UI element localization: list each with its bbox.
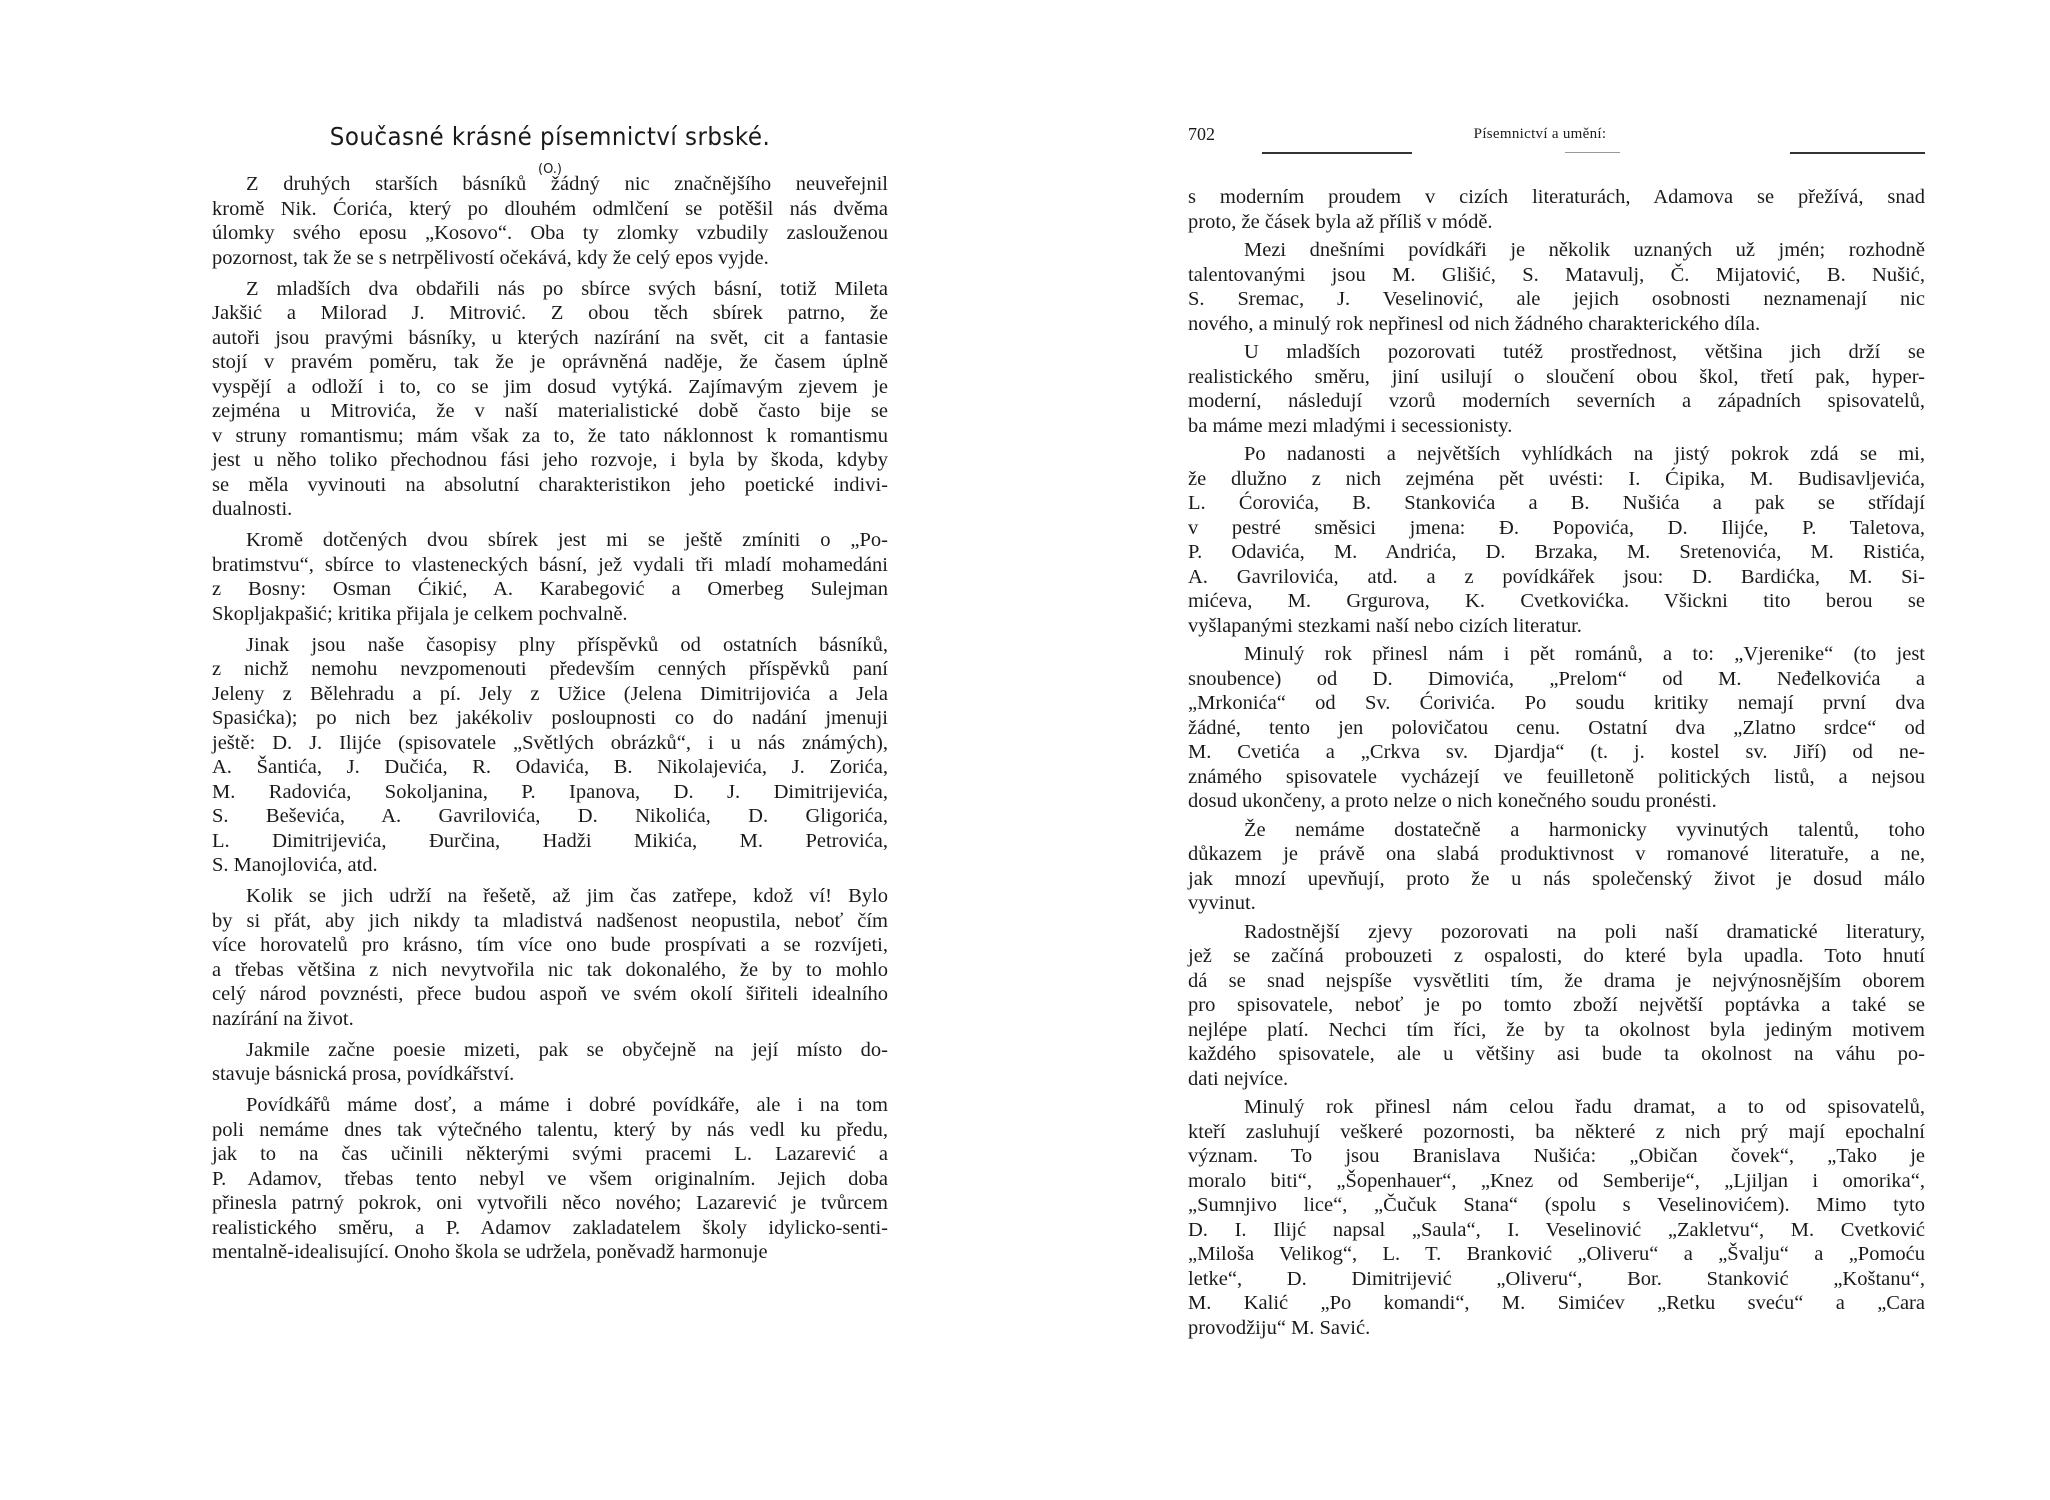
text-line: Skopljakpašić; kritika přijala je celkem pochvalně. xyxy=(212,602,628,625)
text-line: realistického směru, a P. Adamov zakladatelem školy idylicko-senti- xyxy=(212,1216,888,1239)
text-line: dosud ukončeny, a proto nelze o nich konečného soudu pronésti. xyxy=(1188,790,1717,812)
text-line: jak to na čas učinili některými svými pracemi L. Lazarević a xyxy=(212,1143,888,1165)
text-line: z Bosny: Osman Ćikić, A. Karabegović a Omerbeg Sulejman xyxy=(212,578,888,600)
text-line: jak mnozí upevňují, proto že u nás společenský život je dosud málo xyxy=(1188,867,1925,890)
paragraph xyxy=(212,884,888,1031)
text-line: S. Beševića, A. Gavrilovića, D. Nikolića, D. Gligorića, xyxy=(212,805,888,827)
paragraph xyxy=(1188,818,1925,916)
text-line: U mladších pozorovati tutéž prostřednost, většina jich drží se xyxy=(1244,341,1925,363)
text-line: provodžiju“ M. Savić. xyxy=(1188,1316,1371,1339)
text-line: kromě Nik. Ćorića, který po dlouhém odmlčení se potěšil nás dvěma xyxy=(212,197,888,220)
text-line: Jakšić a Milorad J. Mitrović. Z obou těch sbírek patrno, že xyxy=(212,302,888,324)
text-line: úlomky svého eposu „Kosovo“. Oba ty zlomky vzbudily zaslouženou xyxy=(212,222,888,244)
text-line: S. Sremac, J. Veselinović, ale jejich osobnosti neznamenají nic xyxy=(1188,288,1925,310)
text-line: přinesla patrný pokrok, oni vytvořili něco nového; Lazarević je tvůrcem xyxy=(212,1192,888,1214)
text-line: dati nejvíce. xyxy=(1188,1067,1289,1090)
text-line: nového, a minulý rok nepřinesl od nich žádného charakterického díla. xyxy=(1188,312,1761,335)
text-line: kteří zasluhují veškeré pozornosti, ba některé z nich prý mají epochalní xyxy=(1188,1120,1925,1143)
text-line: Kolik se jich udrží na řešetě, až jim čas zatřepe, kdož ví! Bylo xyxy=(246,885,888,907)
paragraph xyxy=(212,1093,888,1265)
text-line: žádné, tento jen polovičatou cenu. Ostatní dva „Zlatno srdce“ od xyxy=(1188,716,1925,739)
text-line: M. Radovića, Sokoljanina, P. Ipanova, D. J. Dimitrijevića, xyxy=(212,780,888,803)
text-line: letke“, D. Dimitrijević „Oliveru“, Bor. Stanković „Koštanu“, xyxy=(1188,1267,1925,1290)
text-line: P. Odavića, M. Andrića, D. Brzaka, M. Sretenovića, M. Ristića, xyxy=(1188,541,1925,563)
paragraph xyxy=(1188,238,1925,336)
paragraph xyxy=(1188,920,1925,1092)
text-line: z nichž nemohu nevzpomenouti především cenných příspěvků paní xyxy=(212,658,888,680)
paragraph xyxy=(1188,642,1925,814)
text-line: A. Gavrilovića, atd. a z povídkářek jsou: D. Bardićka, M. Si- xyxy=(1188,565,1925,588)
text-line: Z druhých starších básníků žádný nic značnějšího neuveřejnil xyxy=(246,173,888,195)
text-line: autoři jsou pravými básníky, u kterých nazírání na svět, cit a fantasie xyxy=(212,326,888,349)
text-line: Jeleny z Bělehradu a pí. Jely z Užice (Jelena Dimitrijovića a Jela xyxy=(212,682,888,705)
text-line: ještě: D. J. Ilijće (spisovatele „Světlých obrázků“, i u nás známých), xyxy=(212,731,888,754)
header-rule-right xyxy=(1790,152,1925,154)
paragraph xyxy=(1188,1095,1925,1340)
text-line: proto, že čásek byla až příliš v módě. xyxy=(1188,210,1493,233)
text-line: vyspějí a odloží i to, co se jim dosud vytýká. Zajímavým zjevem je xyxy=(212,375,888,398)
text-line: snoubence) od D. Dimovića, „Prelom“ od M. Neđelkovića a xyxy=(1188,667,1925,690)
text-line: jest u něho toliko přechodnou fási jeho rozvoje, i byla by škoda, kdyby xyxy=(212,449,888,471)
text-line: Jinak jsou naše časopisy plny příspěvků od ostatních básníků, xyxy=(246,633,888,656)
text-line: že dlužno z nich zejména pět uvésti: I. Ćipika, M. Budisavljevića, xyxy=(1188,467,1925,490)
text-line: realistického směru, jiní usilují o sloučení obou škol, třetí pak, hyper- xyxy=(1188,365,1925,388)
text-line: „Miloša Velikog“, L. T. Branković „Oliveru“ a „Švalju“ a „Pomoću xyxy=(1188,1243,1925,1265)
text-line: Že nemáme dostatečně a harmonicky vyvinutých talentů, toho xyxy=(1244,818,1925,841)
paragraph xyxy=(212,172,888,270)
text-line: bratimstvu“, sbírce to vlasteneckých básní, jež vydali tři mladí mohamedáni xyxy=(212,553,888,576)
text-line: se měla vyvinouti na absolutní charakteristikon jeho poetické indivi- xyxy=(212,473,888,496)
text-line: stavuje básnická prosa, povídkářství. xyxy=(212,1063,515,1085)
text-line: v struny romantismu; mám však za to, že tato náklonnost k romantismu xyxy=(212,424,888,447)
text-line: mićeva, M. Grgurova, K. Cvetkovićka. Všickni tito berou se xyxy=(1188,590,1925,612)
text-line: „Mrkonića“ od Sv. Ćorivića. Po soudu kritiky nemají první dva xyxy=(1188,692,1925,714)
text-line: pozornost, tak že se s netrpělivostí očekává, kdy že celý epos vyjde. xyxy=(212,246,769,269)
text-line: Po nadanosti a největších vyhlídkách na jistý pokrok zdá se mi, xyxy=(1244,443,1925,465)
text-line: dualnosti. xyxy=(212,498,293,520)
paragraph xyxy=(1188,185,1925,234)
text-line: a třebas většina z nich nevytvořila nic tak dokonalého, že by to mohlo xyxy=(212,958,888,981)
text-line: M. Cvetića a „Crkva sv. Djardja“ (t. j. kostel sv. Jiří) od ne- xyxy=(1188,741,1925,763)
text-line: nazírání na život. xyxy=(212,1007,354,1030)
paragraph xyxy=(212,277,888,522)
text-line: D. I. Ilijć napsal „Saula“, I. Veselinović „Zakletvu“, M. Cvetković xyxy=(1188,1218,1925,1241)
text-line: moralo biti“, „Šopenhauer“, „Knez od Semberije“, „Ljiljan i omorika“, xyxy=(1188,1169,1925,1192)
text-line: vyvinut. xyxy=(1188,892,1256,914)
text-line: S. Manojlovića, atd. xyxy=(212,854,378,876)
text-line: každého spisovatele, ale u většiny asi bude ta okolnost na váhu po- xyxy=(1188,1043,1925,1065)
text-line: M. Kalić „Po komandi“, M. Simićev „Retku sveću“ a „Cara xyxy=(1188,1292,1925,1314)
text-line: by si přát, aby jich nikdy ta mladistvá nadšenost neopustila, neboť čím xyxy=(212,909,888,932)
text-line: Spasićka); po nich bez jakékoliv posloupnosti co do nadání jmenuji xyxy=(212,707,888,729)
text-line: důkazem je právě ona slabá produktivnost v romanové literatuře, a ne, xyxy=(1188,843,1925,865)
header-rule-left xyxy=(1262,152,1412,154)
text-line: nejlépe platí. Nechci tím říci, že by ta okolnost byla jediným motivem xyxy=(1188,1018,1925,1041)
text-line: Z mladších dva obdařili nás po sbírce svých básní, totiž Mileta xyxy=(246,277,888,300)
text-line: Minulý rok přinesl nám i pět románů, a to: „Vjerenike“ (to jest xyxy=(1244,643,1925,665)
text-line: A. Šantića, J. Dučića, R. Odavića, B. Nikolajevića, J. Zorića, xyxy=(212,756,888,778)
paragraph xyxy=(1188,442,1925,638)
text-line: vyšlapanými stezkami naší nebo cizích literatur. xyxy=(1188,614,1582,637)
paragraph xyxy=(212,633,888,878)
text-line: L. Dimitrijevića, Đurčina, Hadži Mikića, M. Petrovića, xyxy=(212,829,888,852)
text-line: poli nemáme dnes tak výtečného talentu, který by nás vedl ku předu, xyxy=(212,1118,888,1141)
text-line: jež se začíná probouzeti z ospalosti, do které byla upadla. Toto hnutí xyxy=(1188,945,1925,967)
text-line: pro spisovatele, neboť je po tomto zboží největší poptávka a také se xyxy=(1188,994,1925,1016)
text-line: P. Adamov, třebas tento nebyl ve všem originalním. Jejich doba xyxy=(212,1167,888,1190)
text-line: moderní, následují vzorů moderních severních a západních spisovatelů, xyxy=(1188,390,1925,412)
text-line: Jakmile začne poesie mizeti, pak se obyčejně na její místo do- xyxy=(246,1038,888,1061)
article-title: Současné krásné písemnictví srbské. xyxy=(329,122,771,151)
text-line: Povídkářů máme dosť, a máme i dobré povídkáře, ale i na tom xyxy=(246,1094,888,1116)
paragraph xyxy=(1188,340,1925,438)
text-line: význam. To jsou Branislava Nušića: „Običan čovek“, „Tako je xyxy=(1188,1145,1925,1167)
paragraph xyxy=(212,528,888,626)
running-head: Písemnictví a umění: xyxy=(1473,126,1607,142)
text-line: v pestré směsici jmena: Đ. Popovića, D. Ilijće, P. Taletova, xyxy=(1188,516,1925,539)
text-line: dá se snad nejspíše vysvětliti tím, že drama je nejvýnosnějším oborem xyxy=(1188,969,1925,992)
text-line: stojí v pravém poměru, tak že je oprávněná naděje, že časem úplně xyxy=(212,351,888,373)
text-line: mentalně-idealisující. Onoho škola se udržela, poněvadž harmonuje xyxy=(212,1241,768,1263)
paragraph xyxy=(212,1038,888,1087)
text-line: ba máme mezi mladými i secessionisty. xyxy=(1188,414,1513,437)
text-line: „Sumnjivo lice“, „Čučuk Stana“ (spolu s Veselinovićem). Mimo tyto xyxy=(1188,1194,1925,1216)
text-line: s moderním proudem v cizích literaturách, Adamova se přežívá, snad xyxy=(1188,186,1925,208)
text-line: celý národ povznésti, přece budou aspoň ve svém okolí šiřiteli idealního xyxy=(212,983,888,1005)
page-number: 702 xyxy=(1188,124,1215,144)
text-line: více horovatelů pro krásno, tím více ono bude prospívati a se rozvíjeti, xyxy=(212,934,888,956)
text-line: L. Ćorovića, B. Stankovića a B. Nušića a pak se střídají xyxy=(1188,492,1925,514)
article-part-label: (O.) xyxy=(538,162,562,177)
text-line: Mezi dnešními povídkáři je několik uznaných už jmén; rozhodně xyxy=(1244,239,1925,261)
text-line: Radostnější zjevy pozorovati na poli naší dramatické literatury, xyxy=(1244,920,1925,943)
header-rule-dotted xyxy=(1565,152,1620,153)
left-text-column xyxy=(212,172,888,1271)
text-line: talentovanými jsou M. Glišić, S. Matavulj, Č. Mijatović, B. Nušić, xyxy=(1188,263,1925,286)
text-line: zejména u Mitrovića, že v naší materialistické době často bije se xyxy=(212,400,888,422)
text-line: známého spisovatele vycházejí ve feuilletoně politických listů, a nejsou xyxy=(1188,765,1925,788)
text-line: Minulý rok přinesl nám celou řadu dramat, a to od spisovatelů, xyxy=(1244,1096,1925,1118)
text-line: Kromě dotčených dvou sbírek jest mi se ještě zmíniti o „Po- xyxy=(246,529,888,551)
right-text-column xyxy=(1188,185,1925,1344)
